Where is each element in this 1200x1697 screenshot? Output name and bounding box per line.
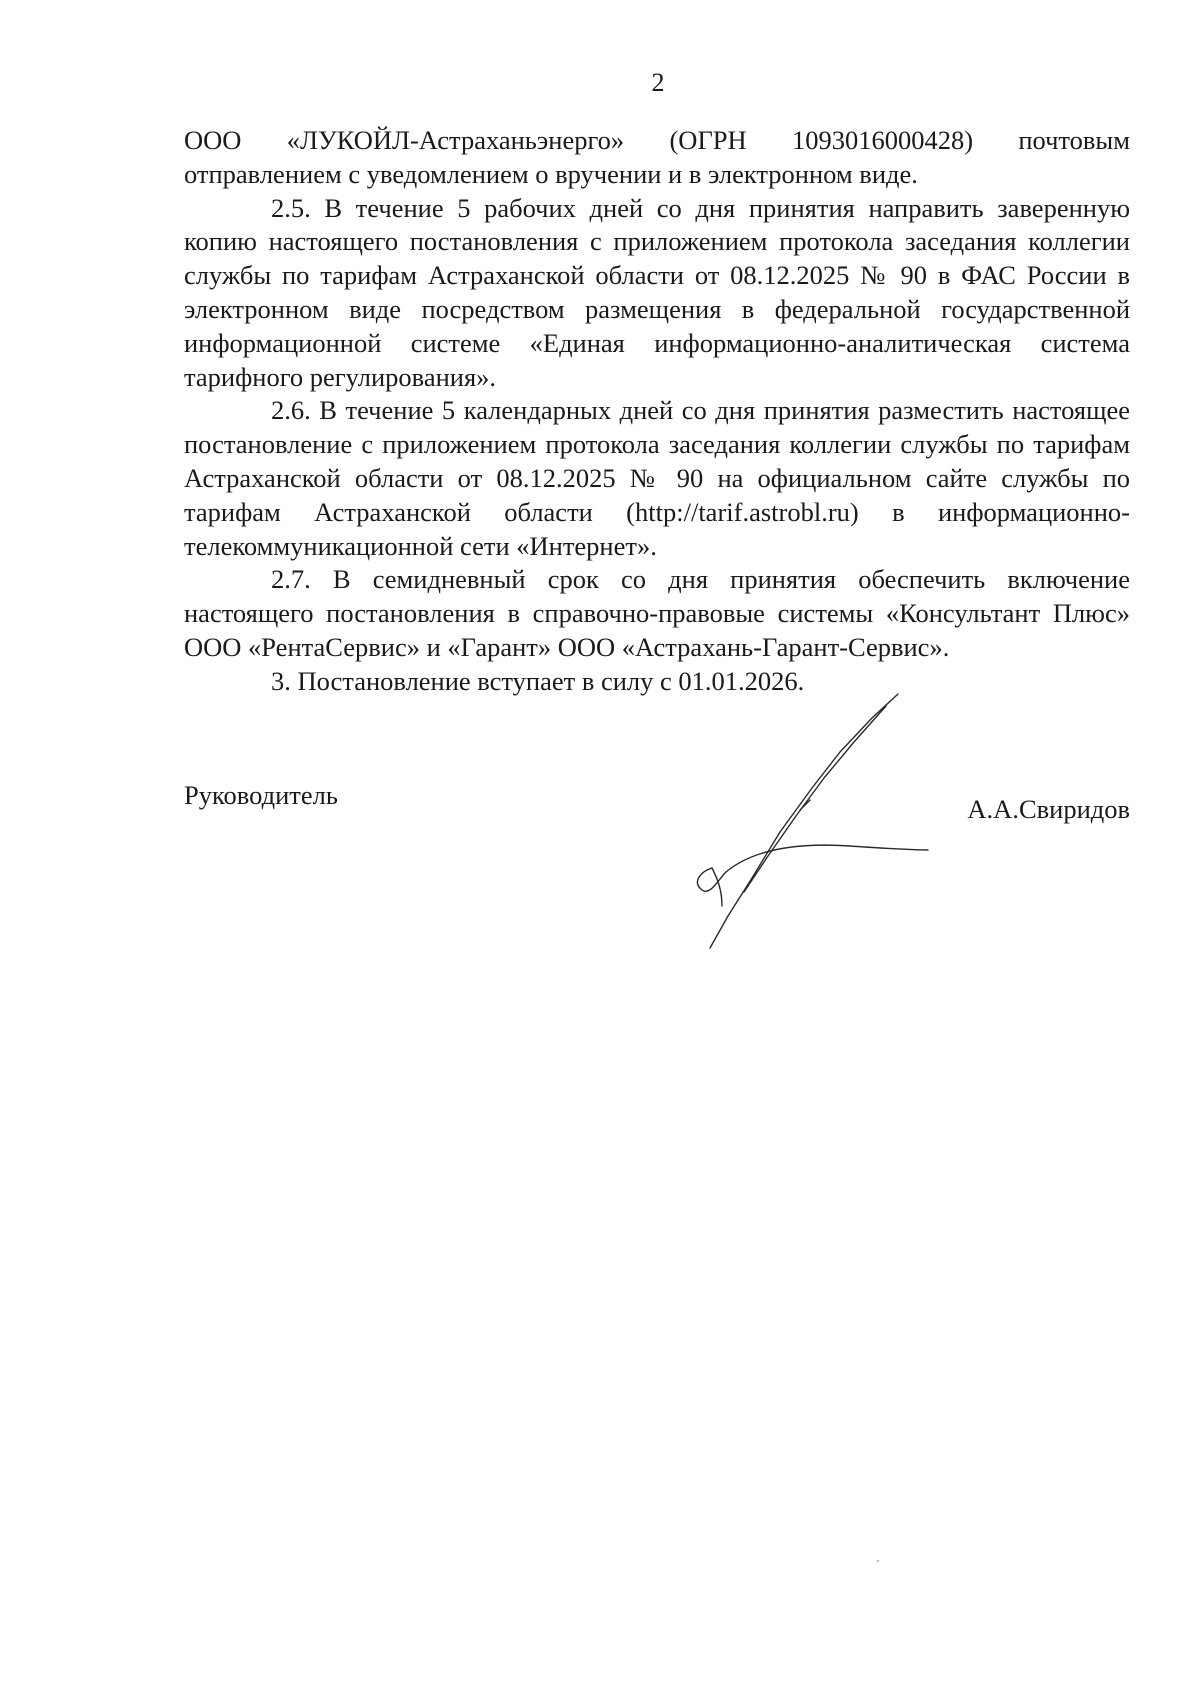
document-body bbox=[184, 124, 1130, 699]
paragraph-2-7: 2.7. В семидневный срок со дня принятия обеспечить включение настоящего постановления в справочно-правовые системы «Консультант Плюс» ООО «РентаСервис» и «Гарант» ООО «Астрахань-Гарант-Сервис». bbox=[184, 564, 1130, 662]
handwritten-signature bbox=[640, 692, 930, 952]
page-number: 2 bbox=[651, 68, 665, 97]
paragraph-continuation: ООО «ЛУКОЙЛ-Астраханьэнерго» (ОГРН 1093016000428) почтовым отправлением с уведомлением о вручении и в электронном виде. bbox=[184, 125, 1130, 189]
paragraph-2-6: 2.6. В течение 5 календарных дней со дня принятия разместить настоящее постановление с приложением протокола заседания коллегии службы по тарифам Астраханской области от 08.12.2025 № 90 на официальном сайте службы по тарифам Астраханской области (http://tarif.astrobl.ru) в информационно-телекоммуникационной сети «Интернет». bbox=[184, 395, 1130, 561]
paragraph-2-5: 2.5. В течение 5 рабочих дней со дня принятия направить заверенную копию настоящего постановления с приложением протокола заседания коллегии службы по тарифам Астраханской области от 08.12.2025 № 90 в ФАС России в электронном виде посредством размещения в федеральной государственной информационной системе «Единая информационно-аналитическая система тарифного регулирования». bbox=[184, 192, 1130, 392]
paragraph-3: 3. Постановление вступает в силу с 01.01.2026. bbox=[271, 665, 805, 696]
signer-name: А.А.Свиридов bbox=[967, 794, 1130, 824]
scan-speck bbox=[877, 1560, 879, 1562]
signer-role: Руководитель bbox=[184, 780, 338, 810]
